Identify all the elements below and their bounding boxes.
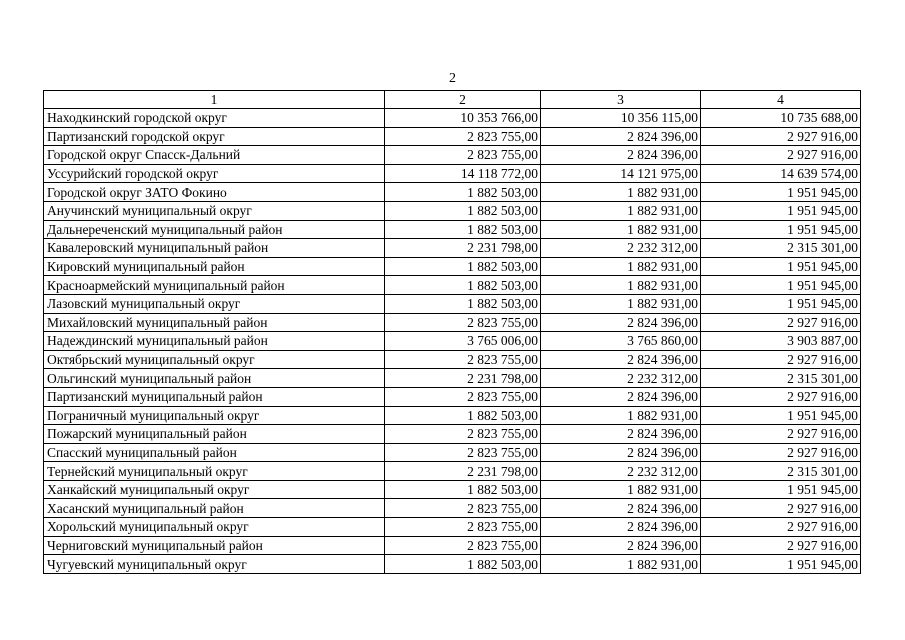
amount-cell-2: 2 823 755,00 — [385, 313, 541, 332]
table-row — [44, 406, 861, 425]
municipality-name-cell: Чугуевский муниципальный округ — [44, 555, 385, 574]
amount-cell-3: 2 232 312,00 — [541, 369, 701, 388]
amount-cell-3: 1 882 931,00 — [541, 480, 701, 499]
table-row — [44, 164, 861, 183]
table-body — [44, 109, 861, 574]
amount-cell-3: 2 232 312,00 — [541, 462, 701, 481]
amount-cell-4: 1 951 945,00 — [701, 220, 861, 239]
municipality-name-cell: Находкинский городской округ — [44, 109, 385, 128]
column-header-2: 2 — [385, 91, 541, 109]
amount-cell-4: 1 951 945,00 — [701, 480, 861, 499]
amount-cell-3: 1 882 931,00 — [541, 201, 701, 220]
table-row — [44, 480, 861, 499]
amount-cell-3: 2 824 396,00 — [541, 350, 701, 369]
amount-cell-2: 2 823 755,00 — [385, 350, 541, 369]
table-row — [44, 220, 861, 239]
amount-cell-2: 2 823 755,00 — [385, 387, 541, 406]
amount-cell-2: 1 882 503,00 — [385, 257, 541, 276]
amount-cell-4: 2 927 916,00 — [701, 425, 861, 444]
amount-cell-3: 2 824 396,00 — [541, 536, 701, 555]
amount-cell-4: 2 927 916,00 — [701, 387, 861, 406]
data-table — [43, 90, 861, 574]
municipality-name-cell: Лазовский муниципальный округ — [44, 294, 385, 313]
municipality-name-cell: Черниговский муниципальный район — [44, 536, 385, 555]
amount-cell-4: 1 951 945,00 — [701, 201, 861, 220]
amount-cell-2: 1 882 503,00 — [385, 183, 541, 202]
amount-cell-2: 1 882 503,00 — [385, 480, 541, 499]
municipality-name-cell: Партизанский городской округ — [44, 127, 385, 146]
amount-cell-3: 1 882 931,00 — [541, 183, 701, 202]
municipality-name-cell: Городской округ Спасск-Дальний — [44, 146, 385, 165]
amount-cell-2: 1 882 503,00 — [385, 201, 541, 220]
amount-cell-2: 1 882 503,00 — [385, 220, 541, 239]
amount-cell-2: 2 823 755,00 — [385, 127, 541, 146]
municipality-name-cell: Ханкайский муниципальный округ — [44, 480, 385, 499]
amount-cell-3: 2 824 396,00 — [541, 443, 701, 462]
amount-cell-4: 2 315 301,00 — [701, 369, 861, 388]
amount-cell-3: 1 882 931,00 — [541, 220, 701, 239]
municipality-name-cell: Михайловский муниципальный район — [44, 313, 385, 332]
amount-cell-4: 2 927 916,00 — [701, 127, 861, 146]
amount-cell-4: 1 951 945,00 — [701, 406, 861, 425]
municipality-name-cell: Пограничный муниципальный округ — [44, 406, 385, 425]
amount-cell-2: 2 823 755,00 — [385, 146, 541, 165]
table-row — [44, 276, 861, 295]
column-header-4: 4 — [701, 91, 861, 109]
amount-cell-4: 2 927 916,00 — [701, 499, 861, 518]
municipality-name-cell: Городской округ ЗАТО Фокино — [44, 183, 385, 202]
municipality-name-cell: Кавалеровский муниципальный район — [44, 239, 385, 258]
amount-cell-3: 2 824 396,00 — [541, 146, 701, 165]
amount-cell-3: 2 232 312,00 — [541, 239, 701, 258]
table-row — [44, 294, 861, 313]
table-row — [44, 350, 861, 369]
amount-cell-4: 10 735 688,00 — [701, 109, 861, 128]
table-row — [44, 462, 861, 481]
municipality-name-cell: Тернейский муниципальный округ — [44, 462, 385, 481]
amount-cell-4: 1 951 945,00 — [701, 294, 861, 313]
amount-cell-2: 1 882 503,00 — [385, 555, 541, 574]
table-row — [44, 313, 861, 332]
amount-cell-2: 14 118 772,00 — [385, 164, 541, 183]
municipality-name-cell: Дальнереченский муниципальный район — [44, 220, 385, 239]
municipality-name-cell: Красноармейский муниципальный район — [44, 276, 385, 295]
table-row — [44, 146, 861, 165]
table-row — [44, 536, 861, 555]
municipality-name-cell: Уссурийский городской округ — [44, 164, 385, 183]
amount-cell-2: 3 765 006,00 — [385, 332, 541, 351]
header-row — [44, 91, 861, 109]
amount-cell-4: 2 315 301,00 — [701, 239, 861, 258]
amount-cell-3: 1 882 931,00 — [541, 406, 701, 425]
municipality-name-cell: Анучинский муниципальный округ — [44, 201, 385, 220]
amount-cell-3: 2 824 396,00 — [541, 425, 701, 444]
amount-cell-4: 2 315 301,00 — [701, 462, 861, 481]
amount-cell-3: 1 882 931,00 — [541, 555, 701, 574]
table-row — [44, 555, 861, 574]
municipality-name-cell: Хорольский муниципальный округ — [44, 518, 385, 537]
column-header-3: 3 — [541, 91, 701, 109]
table-row — [44, 369, 861, 388]
municipality-name-cell: Ольгинский муниципальный район — [44, 369, 385, 388]
amount-cell-3: 2 824 396,00 — [541, 313, 701, 332]
column-header-1: 1 — [44, 91, 385, 109]
page-number: 2 — [449, 71, 456, 86]
amount-cell-3: 3 765 860,00 — [541, 332, 701, 351]
amount-cell-4: 2 927 916,00 — [701, 146, 861, 165]
amount-cell-4: 3 903 887,00 — [701, 332, 861, 351]
table-row — [44, 518, 861, 537]
amount-cell-3: 1 882 931,00 — [541, 276, 701, 295]
table-row — [44, 201, 861, 220]
municipality-name-cell: Октябрьский муниципальный округ — [44, 350, 385, 369]
amount-cell-4: 2 927 916,00 — [701, 313, 861, 332]
amount-cell-4: 2 927 916,00 — [701, 350, 861, 369]
amount-cell-3: 2 824 396,00 — [541, 127, 701, 146]
municipality-name-cell: Партизанский муниципальный район — [44, 387, 385, 406]
table-row — [44, 183, 861, 202]
amount-cell-2: 2 823 755,00 — [385, 499, 541, 518]
amount-cell-3: 2 824 396,00 — [541, 387, 701, 406]
municipality-name-cell: Хасанский муниципальный район — [44, 499, 385, 518]
amount-cell-2: 1 882 503,00 — [385, 276, 541, 295]
amount-cell-2: 2 823 755,00 — [385, 425, 541, 444]
amount-cell-3: 1 882 931,00 — [541, 294, 701, 313]
municipality-name-cell: Надеждинский муниципальный район — [44, 332, 385, 351]
amount-cell-4: 1 951 945,00 — [701, 183, 861, 202]
amount-cell-3: 2 824 396,00 — [541, 499, 701, 518]
municipality-name-cell: Пожарский муниципальный район — [44, 425, 385, 444]
amount-cell-3: 1 882 931,00 — [541, 257, 701, 276]
amount-cell-2: 1 882 503,00 — [385, 406, 541, 425]
amount-cell-3: 10 356 115,00 — [541, 109, 701, 128]
amount-cell-2: 2 823 755,00 — [385, 443, 541, 462]
amount-cell-2: 2 231 798,00 — [385, 462, 541, 481]
amount-cell-4: 14 639 574,00 — [701, 164, 861, 183]
amount-cell-3: 2 824 396,00 — [541, 518, 701, 537]
amount-cell-3: 14 121 975,00 — [541, 164, 701, 183]
table-row — [44, 109, 861, 128]
municipality-name-cell: Кировский муниципальный район — [44, 257, 385, 276]
table-row — [44, 239, 861, 258]
amount-cell-4: 1 951 945,00 — [701, 276, 861, 295]
amount-cell-4: 2 927 916,00 — [701, 518, 861, 537]
amount-cell-4: 2 927 916,00 — [701, 443, 861, 462]
amount-cell-2: 2 231 798,00 — [385, 369, 541, 388]
amount-cell-4: 1 951 945,00 — [701, 555, 861, 574]
amount-cell-2: 2 231 798,00 — [385, 239, 541, 258]
table-row — [44, 387, 861, 406]
table-row — [44, 257, 861, 276]
amount-cell-2: 1 882 503,00 — [385, 294, 541, 313]
amount-cell-4: 1 951 945,00 — [701, 257, 861, 276]
amount-cell-2: 2 823 755,00 — [385, 518, 541, 537]
table-row — [44, 425, 861, 444]
table-row — [44, 127, 861, 146]
table-row — [44, 499, 861, 518]
municipality-name-cell: Спасский муниципальный район — [44, 443, 385, 462]
table-row — [44, 332, 861, 351]
table-row — [44, 443, 861, 462]
amount-cell-4: 2 927 916,00 — [701, 536, 861, 555]
amount-cell-2: 10 353 766,00 — [385, 109, 541, 128]
amount-cell-2: 2 823 755,00 — [385, 536, 541, 555]
